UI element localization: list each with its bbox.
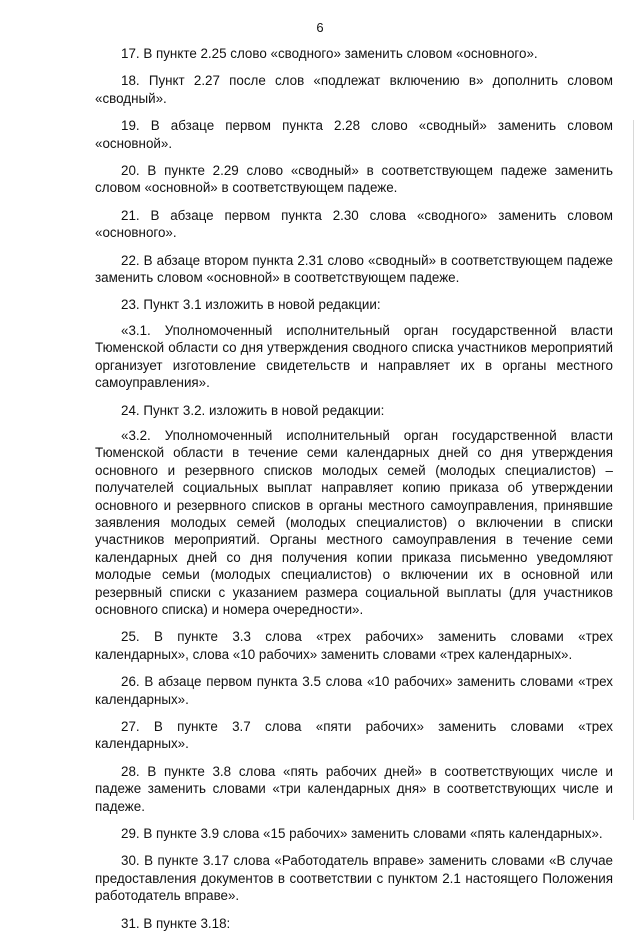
paragraph-20: 20. В пункте 2.29 слово «сводный» в соответствующем падеже заменить словом «основной» в соответствующем падеже. xyxy=(95,163,613,196)
paragraph-quote-3-1: «3.1. Уполномоченный исполнительный орган государственной власти Тюменской области со дня утверждения сводного списка участников мероприятий организует изготовление свидетельств и направляет их в органы местного самоуправления». xyxy=(95,322,613,391)
paragraph-26: 26. В абзаце первом пункта 3.5 слова «10 рабочих» заменить словами «трех календарных». xyxy=(95,674,613,707)
paragraph-quote-3-2: «3.2. Уполномоченный исполнительный орган государственной власти Тюменской области в течение семи календарных дней со дня утверждения основного и резервного списков молодых семей (молодых специалистов) – получателей социальных выплат направляет копию приказа об утверждении основного и резервного списков в органы местного самоуправления, принявшие заявления молодых семей (молодых специалистов) о включении в списки участников мероприятий. Органы местного самоуправления в течение семи календарных дней со дня получения копии приказа письменно уведомляют молодые семьи (молодых специалистов) о включении их в основной или резервный списки с указанием размера социальной выплаты (для участников основного списка) и номера очередности». xyxy=(95,427,613,617)
paragraph-31: 31. В пункте 3.18: xyxy=(121,915,231,931)
paragraph-18: 18. Пункт 2.27 после слов «подлежат включению в» дополнить словом «сводный». xyxy=(95,73,613,106)
paragraph-30: 30. В пункте 3.17 слова «Работодатель вправе» заменить словами «В случае предоставления документов в соответствии с пунктом 2.1 настоящего Положения работодатель вправе». xyxy=(95,853,613,904)
paragraph-23: 23. Пункт 3.1 изложить в новой редакции: xyxy=(121,297,381,313)
paragraph-25: 25. В пункте 3.3 слова «трех рабочих» заменить словами «трех календарных», слова «10 рабочих» заменить словами «трех календарных». xyxy=(95,629,613,662)
paragraph-27: 27. В пункте 3.7 слова «пяти рабочих» заменить словами «трех календарных». xyxy=(95,719,613,752)
paragraph-29: 29. В пункте 3.9 слова «15 рабочих» заменить словами «пять календарных». xyxy=(121,826,603,842)
paragraph-24: 24. Пункт 3.2. изложить в новой редакции: xyxy=(121,402,385,418)
document-body xyxy=(95,45,613,942)
paragraph-17: 17. В пункте 2.25 слово «сводного» заменить словом «основного». xyxy=(121,46,538,61)
page-edge-line xyxy=(633,120,634,820)
paragraph-19: 19. В абзаце первом пункта 2.28 слово «сводный» заменить словом «основной». xyxy=(95,118,613,151)
paragraph-21: 21. В абзаце первом пункта 2.30 слова «сводного» заменить словом «основного». xyxy=(95,207,613,241)
page-number: 6 xyxy=(316,20,324,35)
paragraph-22: 22. В абзаце втором пункта 2.31 слово «сводный» в соответствующем падеже заменить словом «основной» в соответствующем падеже. xyxy=(95,252,613,286)
paragraph-28: 28. В пункте 3.8 слова «пять рабочих дней» в соответствующих числе и падеже заменить словами «три календарных дня» в соответствующих числе и падеже. xyxy=(95,763,613,814)
